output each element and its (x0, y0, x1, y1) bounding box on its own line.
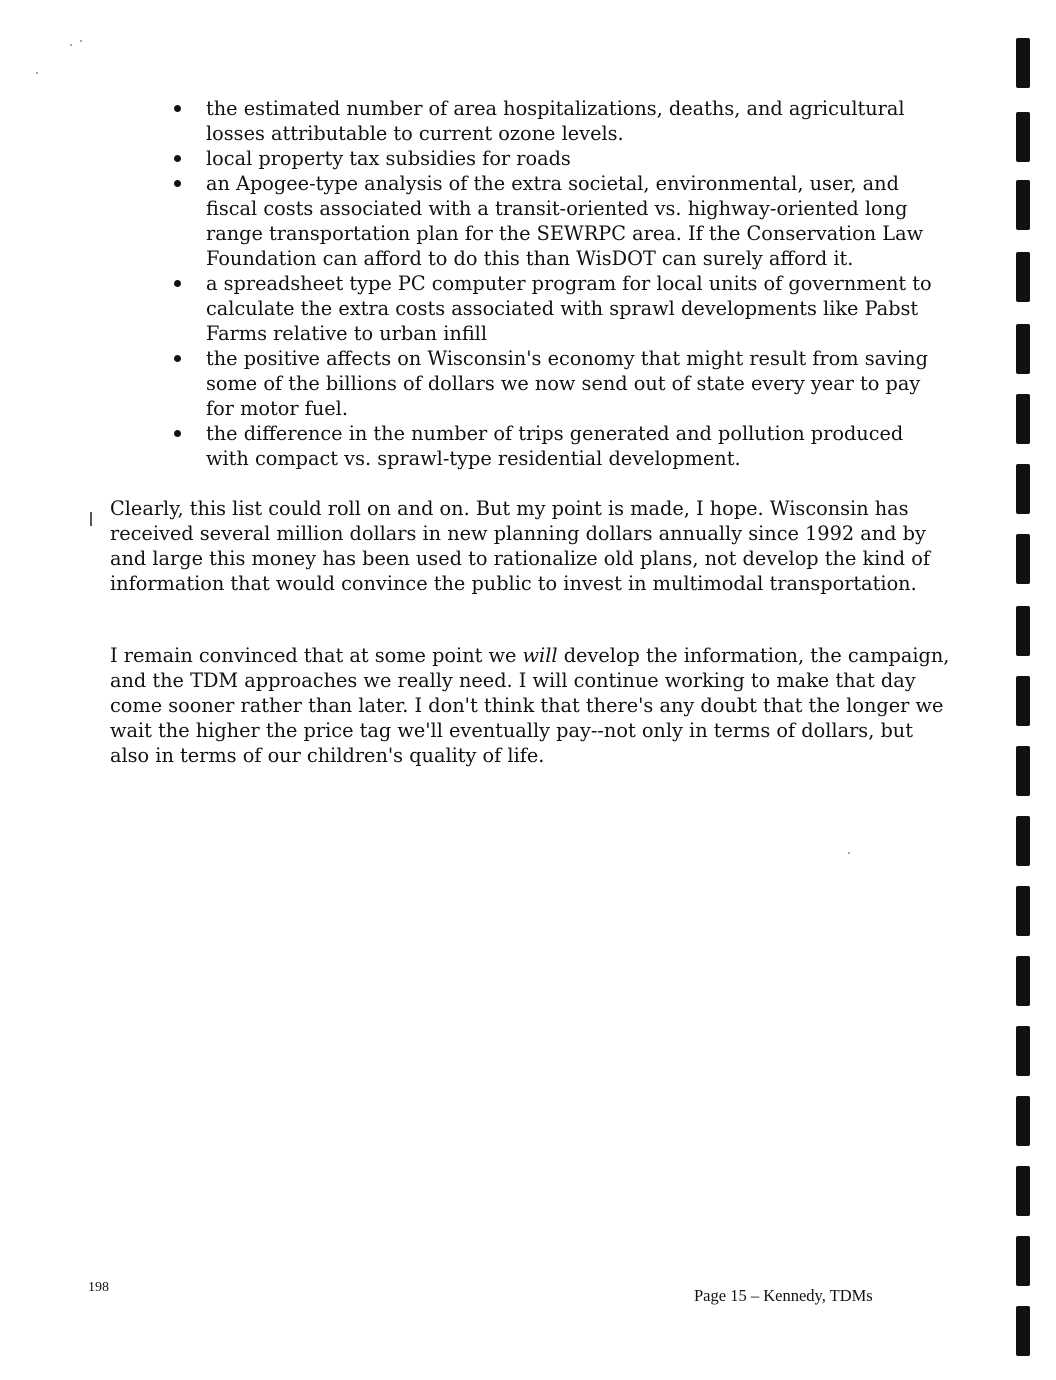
list-item-text: the positive affects on Wisconsin's economy that might result from saving some of the billions of dollars we now send out of state every year to pay for motor fuel. (206, 347, 928, 420)
bullet-icon (174, 105, 181, 112)
list-item-text: the estimated number of area hospitalizations, deaths, and agricultural losses attributable to current ozone levels. (206, 97, 905, 145)
scan-speck (80, 40, 82, 42)
paragraph-text: I remain convinced that at some point we (110, 644, 523, 667)
binding-mark (1016, 1166, 1030, 1216)
scan-speck (36, 72, 38, 74)
bullet-icon (174, 280, 181, 287)
list-item (170, 171, 940, 271)
binding-mark (1016, 1096, 1030, 1146)
margin-mark (90, 512, 92, 526)
emphasis-text: will (522, 644, 558, 667)
list-item (170, 346, 940, 421)
bullet-icon (174, 355, 181, 362)
binding-mark (1016, 252, 1030, 302)
paragraph-conclusion: Clearly, this list could roll on and on. But my point is made, I hope. Wisconsin has received several million dollars in new planning dollars annually since 1992 and by and large this money has been used to rationalize old plans, not develop the kind of information that would convince the public to invest in multimodal transportation. (110, 497, 930, 595)
binding-mark (1016, 534, 1030, 584)
list-item (170, 96, 940, 146)
list-item (170, 421, 940, 471)
paragraph-text: develop the information, the campaign, and the TDM approaches we really need. I will continue working to make that day come sooner rather than later. I don't think that there's any doubt that the longer we wait the higher the price tag we'll eventually pay--not only in terms of dollars, but also in terms of our children's quality of life. (110, 644, 950, 767)
binding-mark (1016, 816, 1030, 866)
paragraph-closing (110, 643, 950, 768)
binding-mark (1016, 324, 1030, 374)
list-item (170, 271, 940, 346)
list-item-text: an Apogee-type analysis of the extra societal, environmental, user, and fiscal costs associated with a transit-oriented vs. highway-oriented long range transportation plan for the SEWRPC area. If the Conservation Law Foundation can afford to do this than WisDOT can surely afford it. (206, 172, 924, 270)
binding-mark (1016, 1026, 1030, 1076)
binding-mark (1016, 1306, 1030, 1356)
binding-mark (1016, 464, 1030, 514)
list-item-text: a spreadsheet type PC computer program for local units of government to calculate the extra costs associated with sprawl developments like Pabst Farms relative to urban infill (206, 272, 932, 345)
binding-mark (1016, 746, 1030, 796)
binding-mark (1016, 956, 1030, 1006)
bullet-icon (174, 430, 181, 437)
page-footer: Page 15 – Kennedy, TDMs (694, 1286, 873, 1305)
binding-mark (1016, 112, 1030, 162)
bullet-icon (174, 155, 181, 162)
bullet-list (170, 96, 940, 471)
page-number: 198 (88, 1280, 109, 1295)
list-item-text: the difference in the number of trips generated and pollution produced with compact vs. sprawl-type residential development. (206, 422, 904, 470)
binding-mark (1016, 394, 1030, 444)
binding-mark (1016, 676, 1030, 726)
list-item-text: local property tax subsidies for roads (206, 147, 571, 170)
bullet-icon (174, 180, 181, 187)
binding-mark (1016, 38, 1030, 88)
binding-mark (1016, 606, 1030, 656)
binding-holes (1016, 30, 1036, 1370)
scan-speck (848, 852, 850, 854)
binding-mark (1016, 1236, 1030, 1286)
binding-mark (1016, 886, 1030, 936)
binding-mark (1016, 180, 1030, 230)
scan-speck (70, 44, 72, 46)
list-item (170, 146, 940, 171)
